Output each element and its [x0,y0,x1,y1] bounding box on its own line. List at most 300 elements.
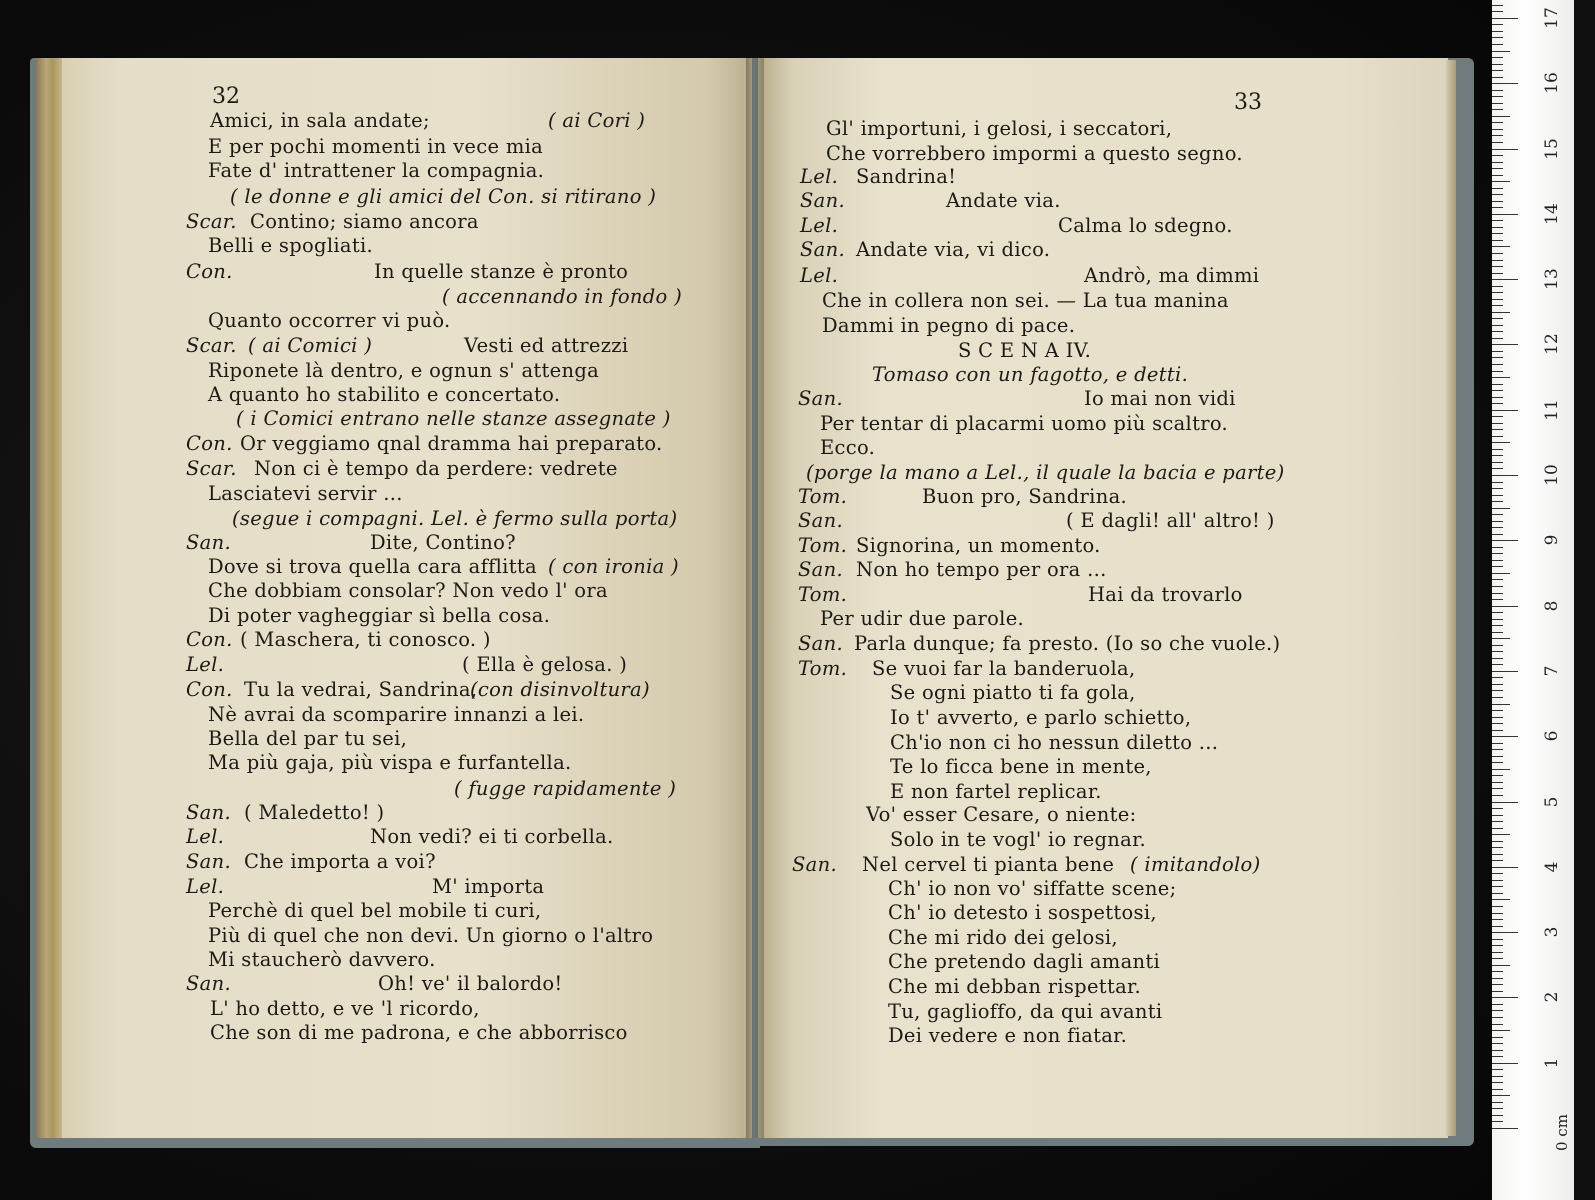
ruler-tick [1492,364,1503,365]
ruler-tick [1492,135,1503,136]
ruler-tick [1492,390,1503,391]
verse-text: Solo in te vogl' io regnar. [890,828,1147,851]
ruler-tick [1492,37,1503,38]
ruler-tick [1492,710,1503,711]
speaker-name: Lel. [800,165,839,188]
ruler-tick [1492,96,1503,97]
ruler-tick [1492,1102,1503,1103]
verse-text: Calma lo sdegno. [1058,214,1233,237]
ruler-number: 6 [1542,730,1562,742]
ruler-number: 8 [1542,600,1562,612]
ruler-unit-label: 0 cm [1553,1114,1571,1151]
ruler-tick [1492,841,1503,842]
ruler-tick [1492,1089,1503,1090]
ruler-tick [1492,612,1503,613]
ruler-tick [1492,880,1503,881]
ruler-number: 7 [1542,665,1562,677]
ruler-tick [1492,455,1503,456]
ruler-tick [1492,227,1503,228]
speaker-name: Scar. [186,334,237,357]
speaker-name: Scar. [186,457,237,480]
ruler-tick [1492,410,1518,411]
verse-text: Ma più gaja, più vispa e furfantella. [208,751,572,774]
ruler-tick [1492,893,1503,894]
verse-text: Che son di me padrona, e che abborrisco [210,1021,628,1044]
ruler-tick [1492,978,1503,979]
ruler-tick [1492,371,1503,372]
ruler-tick [1492,1082,1503,1083]
verse-text: Ch' io detesto i sospettosi, [888,901,1157,924]
ruler-tick [1492,658,1503,659]
ruler-tick [1492,717,1503,718]
ruler-tick [1492,482,1503,483]
ruler-tick [1492,1037,1503,1038]
verse-text: Tu, gaglioffo, da qui avanti [888,1000,1163,1023]
ruler-tick [1492,704,1510,705]
stage-direction: (segue i compagni. Lel. è fermo sulla porta) [232,507,678,530]
ruler-tick [1492,488,1503,489]
ruler-tick [1492,162,1503,163]
verse-text: Sandrina! [856,165,957,188]
ruler-tick [1492,625,1503,626]
speaker-name: Tom. [798,583,848,606]
ruler-tick [1492,788,1503,789]
verse-text: Dei vedere e non fiatar. [888,1024,1128,1047]
ruler-tick [1492,51,1510,52]
ruler-number: 3 [1542,926,1562,938]
speaker-name: Lel. [800,214,839,237]
speaker-name: San. [800,238,845,261]
ruler-tick [1492,18,1518,19]
ruler-tick [1492,795,1503,796]
ruler-tick [1492,24,1503,25]
ruler-tick [1492,90,1503,91]
verse-text: Non ci è tempo da perdere: vedrete [254,457,618,480]
ruler-tick [1492,926,1503,927]
verse-text: Or veggiamo qnal dramma hai preparato. [240,432,663,455]
ruler-tick [1492,808,1503,809]
ruler-tick [1492,873,1503,874]
ruler-tick [1492,958,1503,959]
verse-text: Riponete là dentro, e ognun s' attenga [208,359,600,382]
ruler-tick [1492,775,1503,776]
verse-text: Contino; siamo ancora [250,210,479,233]
verse-text: Io mai non vidi [1084,387,1236,410]
ruler-tick [1492,266,1503,267]
right-page [758,58,1448,1138]
ruler-tick [1492,671,1518,672]
stage-direction: ( con ironia ) [548,555,679,578]
ruler-tick [1492,64,1503,65]
ruler-tick [1492,1115,1503,1116]
ruler-tick [1492,521,1503,522]
ruler-tick [1492,168,1503,169]
ruler-tick [1492,501,1503,502]
ruler-tick [1492,527,1503,528]
ruler-tick [1492,103,1503,104]
speaker-name: San. [186,531,231,554]
stage-direction: ( accennando in fondo ) [442,285,682,308]
verse-text: Oh! ve' il balordo! [378,972,563,995]
ruler-tick [1492,429,1503,430]
verse-text: Gl' importuni, i gelosi, i seccatori, [826,117,1173,140]
verse-text: E non fartel replicar. [890,780,1102,803]
verse-text: Te lo ficca bene in mente, [890,755,1152,778]
speaker-name: San. [186,801,231,824]
stage-direction: ( imitandolo) [1130,853,1261,876]
speaker-name: Lel. [800,264,839,287]
measurement-ruler [1492,0,1574,1200]
verse-text: Dammi in pegno di pace. [822,314,1076,337]
ruler-tick [1492,508,1510,509]
ruler-tick [1492,377,1510,378]
verse-text: Non ho tempo per ora ... [856,558,1107,581]
ruler-tick [1492,997,1518,998]
ruler-tick [1492,57,1503,58]
ruler-tick [1492,939,1503,940]
verse-text: Lasciatevi servir ... [208,482,403,505]
ruler-tick [1492,149,1518,150]
ruler-tick [1492,325,1503,326]
ruler-tick [1492,782,1503,783]
verse-text: Più di quel che non devi. Un giorno o l'altro [208,924,654,947]
verse-text: Che mi debban rispettar. [888,975,1141,998]
ruler-tick [1492,155,1503,156]
ruler-tick [1492,253,1503,254]
ruler-tick [1492,971,1503,972]
ruler-tick [1492,1010,1503,1011]
book-gutter [746,58,764,1138]
ruler-tick [1492,175,1503,176]
verse-text: L' ho detto, e ve 'l ricordo, [210,997,480,1020]
verse-text: Che dobbiam consolar? Non vedo l' ora [208,579,608,602]
ruler-tick [1492,769,1510,770]
ruler-tick [1492,586,1503,587]
ruler-tick [1492,299,1503,300]
verse-text: Se ogni piatto ti fa gola, [890,681,1136,704]
speaker-name: Lel. [186,875,225,898]
verse-text: Che vorrebbero impormi a questo segno. [826,142,1243,165]
speaker-name: San. [186,850,231,873]
ruler-tick [1492,690,1503,691]
ruler-tick [1492,318,1503,319]
ruler-tick [1492,449,1503,450]
ruler-tick [1492,867,1518,868]
ruler-tick [1492,1004,1503,1005]
verse-text: Per tentar di placarmi uomo più scaltro. [820,412,1229,435]
ruler-tick [1492,697,1503,698]
ruler-tick [1492,1030,1510,1031]
ruler-tick [1492,357,1503,358]
ruler-tick [1492,129,1503,130]
ruler-tick [1492,11,1503,12]
ruler-tick [1492,384,1503,385]
verse-text: Parla dunque; fa presto. (Io so che vuole.) [854,632,1281,655]
ruler-tick [1492,436,1503,437]
verse-text: E per pochi momenti in vece mia [208,135,544,158]
stage-direction: Tomaso con un fagotto, e detti. [872,363,1189,386]
ruler-tick [1492,573,1510,574]
ruler-tick [1492,338,1503,339]
ruler-tick [1492,77,1503,78]
ruler-number: 15 [1542,137,1562,160]
ruler-tick [1492,828,1503,829]
ruler-tick [1492,815,1503,816]
ruler-tick [1492,677,1503,678]
ruler-tick [1492,83,1518,84]
verse-text: Per udir due parole. [820,607,1025,630]
ruler-tick [1492,1095,1510,1096]
verse-text: Amici, in sala andate; [210,109,430,132]
ruler-tick [1492,560,1503,561]
speaker-name: San. [792,853,837,876]
ruler-tick [1492,351,1503,352]
speaker-name: Lel. [186,825,225,848]
page-edge-right [1446,60,1456,1136]
verse-text: Ecco. [820,436,876,459]
ruler-number: 12 [1542,333,1562,356]
left-page [62,58,752,1138]
ruler-tick [1492,233,1503,234]
speaker-name: Scar. [186,210,237,233]
ruler-tick [1492,142,1503,143]
verse-text: ( E dagli! all' altro! ) [1066,509,1275,532]
ruler-number: 10 [1542,464,1562,486]
verse-text: Mi staucherò davvero. [208,948,436,971]
ruler-tick [1492,847,1503,848]
verse-text: Tu la vedrai, Sandrina, [244,678,478,701]
ruler-tick [1492,802,1518,803]
ruler-tick [1492,756,1503,757]
ruler-tick [1492,606,1518,607]
ruler-tick [1492,932,1518,933]
ruler-tick [1492,919,1503,920]
ruler-number: 5 [1542,796,1562,807]
stage-direction: ( le donne e gli amici del Con. si ritirano ) [230,185,657,208]
ruler-tick [1492,553,1503,554]
ruler-tick [1492,201,1503,202]
ruler-tick [1492,684,1503,685]
ruler-tick [1492,821,1503,822]
ruler-tick [1492,645,1503,646]
verse-text: M' importa [432,875,545,898]
ruler-tick [1492,599,1503,600]
ruler-tick [1492,1050,1503,1051]
speaker-name: San. [798,558,843,581]
verse-text: Non vedi? ei ti corbella. [370,825,614,848]
speaker-name: San. [186,972,231,995]
verse-text: Belli e spogliati. [208,234,373,257]
ruler-number: 1 [1542,1057,1562,1069]
verse-text: Se vuoi far la banderuola, [872,657,1136,680]
ruler-tick [1492,442,1510,443]
ruler-tick [1492,984,1503,985]
ruler-tick [1492,743,1503,744]
ruler-number: 2 [1542,991,1562,1003]
ruler-tick [1492,273,1503,274]
ruler-tick [1492,651,1503,652]
ruler-tick [1492,952,1503,953]
speaker-name: San. [800,189,845,212]
ruler-tick [1492,462,1503,463]
ruler-tick [1492,945,1503,946]
ruler-tick [1492,991,1503,992]
ruler-tick [1492,723,1503,724]
verse-text: Ch'io non ci ho nessun diletto ... [890,731,1219,754]
verse-text: Signorina, un momento. [856,534,1101,557]
stage-direction: ( fugge rapidamente ) [454,777,677,800]
ruler-tick [1492,886,1503,887]
ruler-tick [1492,181,1510,182]
verse-text: Nè avrai da scomparire innanzi a lei. [208,703,585,726]
ruler-tick [1492,913,1503,914]
verse-text: ( Maschera, ti conosco. ) [240,628,491,651]
ruler-tick [1492,736,1518,737]
stage-direction: (con disinvoltura) [470,678,650,701]
ruler-tick [1492,854,1503,855]
scene-heading: S C E N A IV. [958,339,1092,362]
ruler-tick [1492,260,1503,261]
ruler-tick [1492,1024,1503,1025]
ruler-tick [1492,403,1503,404]
ruler-tick [1492,423,1503,424]
ruler-tick [1492,540,1518,541]
ruler-number: 4 [1542,861,1562,873]
verse-text: Di poter vagheggiar sì bella cosa. [208,604,551,627]
verse-text: Buon pro, Sandrina. [922,485,1127,508]
ruler-tick [1492,1043,1503,1044]
ruler-number: 13 [1542,268,1562,290]
verse-text: Quanto occorrer vi può. [208,309,451,332]
stage-direction: ( i Comici entrano nelle stanze assegnate ) [236,407,671,430]
ruler-tick [1492,534,1503,535]
speaker-name: Tom. [798,657,848,680]
ruler-tick [1492,305,1503,306]
verse-text: Che importa a voi? [244,850,436,873]
ruler-tick [1492,5,1503,6]
ruler-tick [1492,214,1518,215]
ruler-tick [1492,495,1503,496]
verse-text: Andate via. [946,189,1061,212]
ruler-number: 9 [1542,534,1562,546]
ruler-tick [1492,860,1503,861]
ruler-number: 14 [1542,202,1562,225]
ruler-tick [1492,279,1518,280]
speaker-name: Con. [186,678,233,701]
verse-text: Io t' avverto, e parlo schietto, [890,706,1192,729]
ruler-tick [1492,834,1510,835]
ruler-tick [1492,906,1503,907]
ruler-tick [1492,312,1510,313]
ruler-tick [1492,1076,1503,1077]
verse-text: A quanto ho stabilito e concertato. [208,383,561,406]
ruler-tick [1492,220,1503,221]
ruler-tick [1492,188,1503,189]
ruler-tick [1492,468,1503,469]
verse-text: Andate via, vi dico. [856,238,1051,261]
ruler-tick [1492,207,1503,208]
ruler-tick [1492,730,1503,731]
ruler-tick [1492,632,1503,633]
ruler-tick [1492,475,1518,476]
ruler-tick [1492,344,1518,345]
verse-text: Hai da trovarlo [1088,583,1243,606]
speaker-name: Tom. [798,485,848,508]
verse-text: Vesti ed attrezzi [464,334,629,357]
verse-text: ( Ella è gelosa. ) [462,653,628,676]
ruler-tick [1492,1056,1503,1057]
speaker-name: San. [798,387,843,410]
verse-text: Dove si trova quella cara afflitta [208,555,537,578]
ruler-tick [1492,547,1503,548]
ruler-tick [1492,416,1503,417]
ruler-tick [1492,44,1503,45]
ruler-tick [1492,331,1503,332]
ruler-tick [1492,514,1503,515]
verse-text: Che pretendo dagli amanti [888,950,1161,973]
verse-text: Andrò, ma dimmi [1084,264,1260,287]
ruler-number: 17 [1542,7,1562,29]
ruler-tick [1492,638,1510,639]
ruler-tick [1492,109,1503,110]
ruler-tick [1492,899,1510,900]
ruler-tick [1492,664,1503,665]
ruler-tick [1492,762,1503,763]
verse-text: ( Maledetto! ) [244,801,385,824]
verse-text: Fate d' intrattener la compagnia. [208,159,545,182]
ruler-tick [1492,292,1503,293]
speaker-name: Con. [186,628,233,651]
verse-text: Nel cervel ti pianta bene [862,853,1115,876]
verse-text: Bella del par tu sei, [208,727,408,750]
speaker-name: Lel. [186,653,225,676]
ruler-tick [1492,579,1503,580]
speaker-name: Con. [186,432,233,455]
verse-text: Vo' esser Cesare, o niente: [866,803,1137,826]
verse-text: Perchè di quel bel mobile ti curi, [208,899,542,922]
page-number-right: 33 [1234,90,1262,115]
speaker-name: Tom. [798,534,848,557]
verse-text: Che mi rido dei gelosi, [888,926,1118,949]
ruler-tick [1492,749,1503,750]
ruler-tick [1492,1069,1503,1070]
page-number-left: 32 [212,84,240,109]
ruler-tick [1492,240,1503,241]
ruler-tick [1492,397,1503,398]
speaker-name: San. [798,509,843,532]
ruler-tick [1492,1108,1503,1109]
stage-direction: (porge la mano a Lel., il quale la bacia e parte) [806,461,1285,484]
ruler-tick [1492,593,1503,594]
ruler-tick [1492,194,1503,195]
ruler-tick [1492,965,1510,966]
ruler-number: 16 [1542,72,1562,95]
stage-direction: ( ai Comici ) [248,334,373,357]
ruler-tick [1492,246,1510,247]
ruler-tick [1492,70,1503,71]
verse-text: Che in collera non sei. — La tua manina [822,289,1229,312]
ruler-tick [1492,286,1503,287]
verse-text: Ch' io non vo' siffatte scene; [888,877,1177,900]
verse-text: In quelle stanze è pronto [374,260,629,283]
ruler-tick [1492,1017,1503,1018]
verse-text: Dite, Contino? [370,531,516,554]
ruler-number: 11 [1542,398,1562,421]
ruler-tick [1492,566,1503,567]
ruler-tick [1492,116,1510,117]
stage-direction: ( ai Cori ) [548,109,646,132]
ruler-tick [1492,1128,1518,1129]
